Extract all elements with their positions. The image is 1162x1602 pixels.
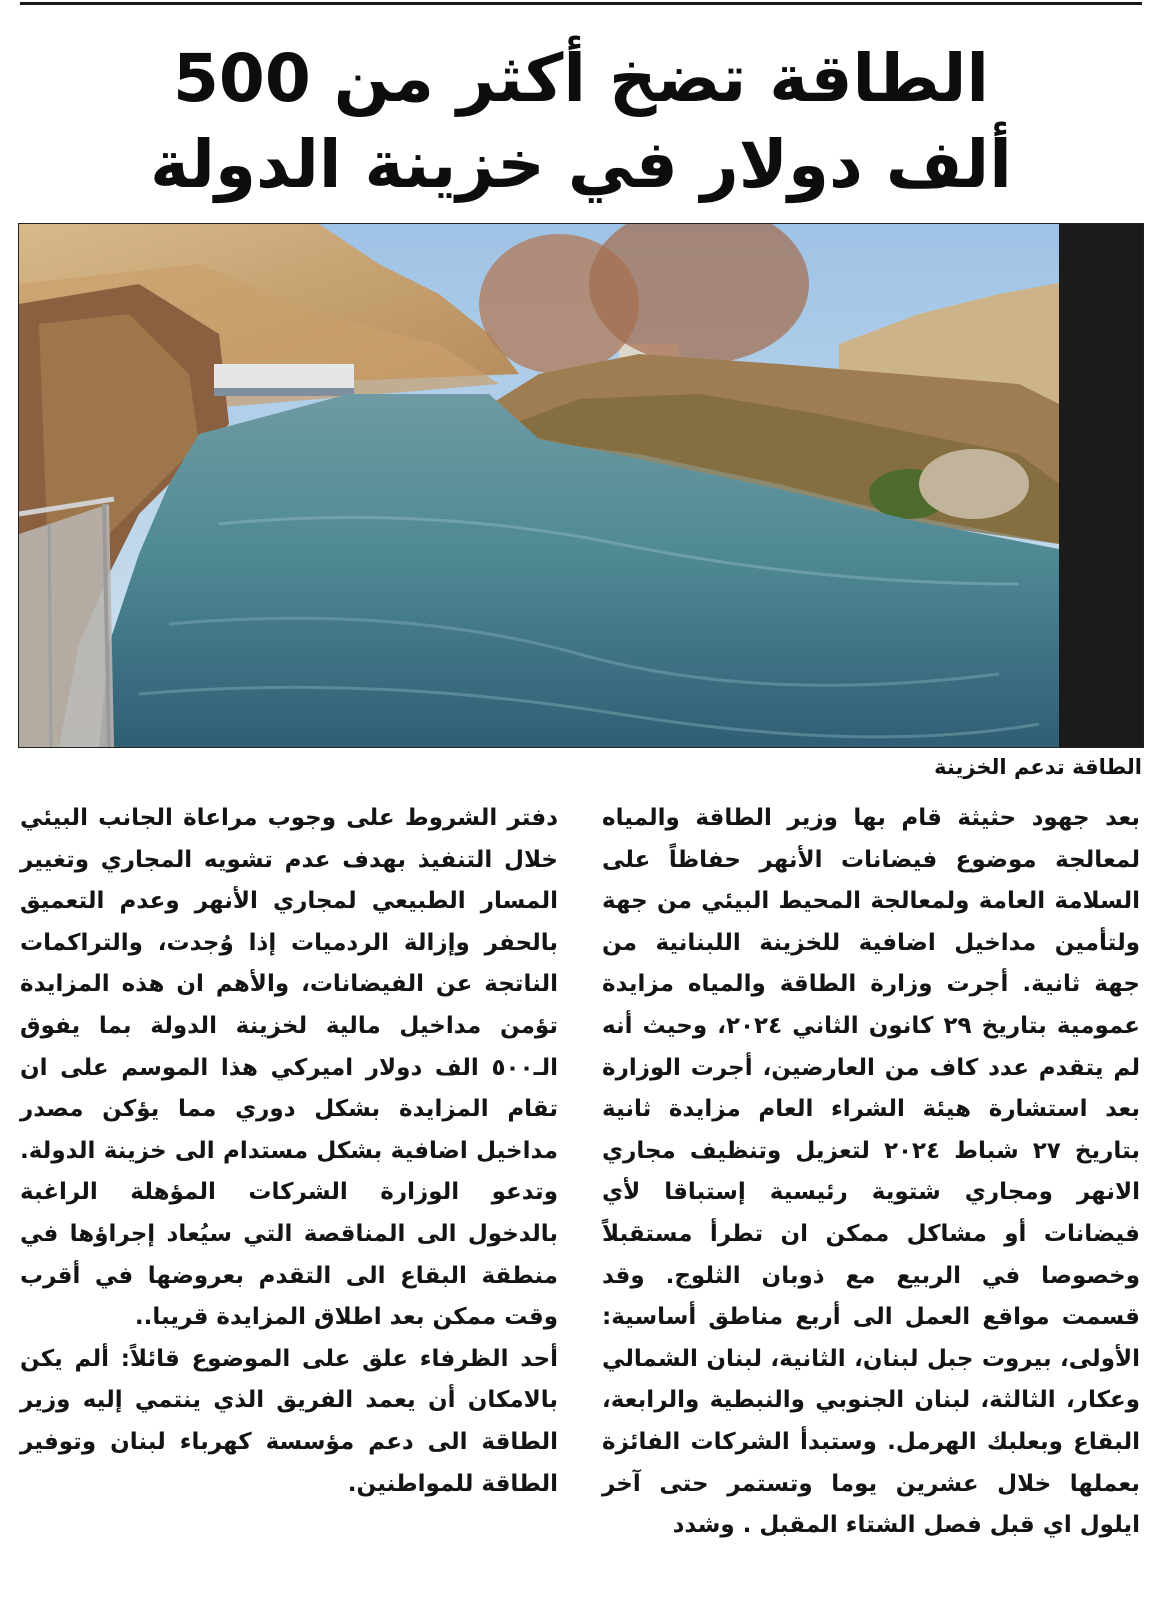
- top-rule: [20, 2, 1142, 5]
- article-paragraph: بعد جهود حثيثة قام بها وزير الطاقة والمياه لمعالجة موضوع فيضانات الأنهر حفاظاً على السلامة العامة ولمعالجة المحيط البيئي من جهة ولتأمين مداخيل اضافية للخزينة اللبنانية من جهة ثانية. أجرت وزارة الطاقة والمياه مزايدة عمومية بتاريخ ٢٩ كانون الثاني ٢٠٢٤، وحيث أنه لم يتقدم عدد كاف من العارضين، أجرت الوزارة بعد استشارة هيئة الشراء العام مزايدة ثانية بتاريخ ٢٧ شباط ٢٠٢٤ لتعزيل وتنظيف مجاري الانهر ومجاري شتوية رئيسية إستباقا لأي فيضانات أو مشاكل ممكن ان تطرأ مستقبلاً وخصوصا في الربيع مع ذوبان الثلوج. وقد قسمت مواقع العمل الى أربع مناطق أساسية: الأولى، بيروت جبل لبنان، الثانية، لبنان الشمالي وعكار، الثالثة، لبنان الجنوبي والنبطية والرابعة، البقاع وبعلبك الهرمل. وستبدأ الشركات الفائزة بعملها خلال عشرين يوما وتستمر حتى آخر ايلول اي قبل فصل الشتاء المقبل . وشدد: [602, 805, 1141, 1539]
- photo-caption: الطاقة تدعم الخزينة: [934, 755, 1142, 779]
- headline-line-2: ألف دولار في خزينة الدولة: [150, 126, 1012, 203]
- article-column-left: [20, 798, 558, 1505]
- article-paragraph: دفتر الشروط على وجوب مراعاة الجانب البيئي خلال التنفيذ بهدف عدم تشويه المجاري وتغيير المسار الطبيعي لمجاري الأنهر وعدم التعميق بالحفر وإزالة الردميات إذا وُجدت، والتراكمات الناتجة عن الفيضانات، والأهم ان هذه المزايدة تؤمن مداخيل مالية لخزينة الدولة بما يفوق الـ٥٠٠ الف دولار اميركي هذا الموسم على ان تقام المزايدة بشكل دوري مما يؤكن مصدر مداخيل اضافية بشكل مستدام الى خزينة الدولة. وتدعو الوزارة الشركات المؤهلة الراغبة بالدخول الى المناقصة التي سيُعاد إجراؤها في منطقة البقاع الى التقدم بعروضها في أقرب وقت ممكن بعد اطلاق المزايدة قريبا..: [20, 805, 558, 1331]
- article-paragraph: أحد الظرفاء علق على الموضوع قائلاً: ألم يكن بالامكان أن يعمد الفريق الذي ينتمي إليه وزير الطاقة الى دعم مؤسسة كهرباء لبنان وتوفير الطاقة للمواطنين.: [20, 1345, 558, 1497]
- river-landscape-illustration: [19, 224, 1143, 747]
- headline-line-1: الطاقة تضخ أكثر من 500: [172, 40, 990, 117]
- article-headline: [20, 36, 1142, 208]
- article-photo-river: [18, 223, 1144, 748]
- article-column-right: [602, 798, 1140, 1547]
